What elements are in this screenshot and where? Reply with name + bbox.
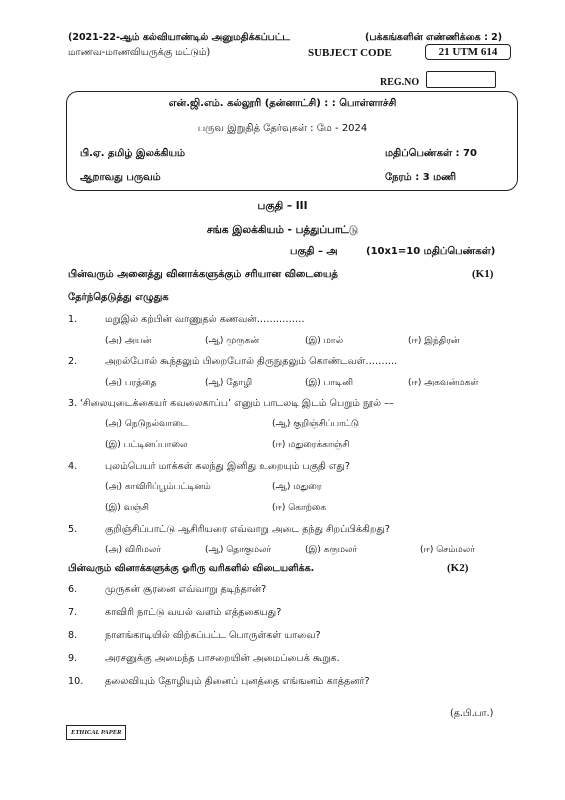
subject-code: 21 UTM 614 <box>425 44 511 60</box>
page-count: (பக்கங்களின் எண்ணிக்கை : 2) <box>365 32 503 43</box>
max-marks: மதிப்பெண்கள் : 70 <box>385 148 477 159</box>
section-b-level: (K2) <box>447 562 469 574</box>
exam-time: நேரம் : 3 மணி <box>385 172 457 183</box>
section-a-instruction: பின்வரும் அனைத்து வினாக்களுக்கும் சரியான விடையைத் <box>68 269 338 280</box>
reg-no-label: REG.NO <box>380 77 420 88</box>
part-heading: பகுதி – III <box>257 200 308 212</box>
question-text: தலைவியும் தோழியும் தினைப் புனத்தை எங்ஙனம் காத்தனர்? <box>105 676 370 687</box>
question-number: 10. <box>68 676 84 687</box>
option: (அ) காவிரிப்பூம்பட்டினம் <box>105 482 211 492</box>
question-number: 3. <box>68 398 78 409</box>
question-number: 6. <box>68 584 78 595</box>
option: (ஈ) அகவன்மகள் <box>408 378 479 388</box>
option: (அ) நெடுநல்வாடை <box>105 419 188 429</box>
section-a-marks: (10x1=10 மதிப்பெண்கள்) <box>366 246 496 257</box>
question-text: காவிரி நாட்டு வயல் வளம் எத்தகையது? <box>105 607 282 618</box>
question-text: புலம்பெயர் மாக்கள் கலந்து இனிது உறையும் பகுதி எது? <box>105 461 350 472</box>
option: (ஆ) குறிஞ்சிப்பாட்டு <box>272 419 359 429</box>
option: (ஆ) தோழி <box>205 378 253 388</box>
option: (இ) கருமலர் <box>305 545 358 555</box>
college-name: என்.ஜி.எம். கல்லூரி (தன்னாட்சி) : : பொள்ளாச்சி <box>168 98 397 109</box>
question-text: அரசனுக்கு அமைந்த பாசறையின் அமைப்பைக் கூறுக. <box>105 653 340 664</box>
option: (அ) பரத்தை <box>105 378 157 388</box>
exam-title: பருவ இறுதித் தேர்வுகள் : மே - 2024 <box>197 123 368 134</box>
option: (ஆ) தொகுமலர் <box>205 545 272 555</box>
section-a-level: (K1) <box>472 268 494 280</box>
students-line: மாணவ-மாணவியருக்கு மட்டும்) <box>68 47 211 58</box>
option: (இ) பட்டினப்பாலை <box>105 440 188 450</box>
question-number: 1. <box>68 314 78 325</box>
option: (அ) விரிமலர் <box>105 545 162 555</box>
section-b-instruction: பின்வரும் வினாக்களுக்கு ஓரிரு வரிகளில் விடையளிக்க. <box>68 563 315 574</box>
option: (ஈ) செம்மலர் <box>420 545 475 555</box>
section-a-instruction-2: தேர்ந்தெடுத்து எழுதுக <box>68 292 169 303</box>
option: (அ) அயன் <box>105 336 152 346</box>
semester: ஆறாவது பருவம் <box>80 172 161 183</box>
question-text: குறிஞ்சிப்பாட்டு ஆசிரியரை எவ்வாறு அடை தந்து சிறப்பிக்கிறது? <box>105 524 390 535</box>
question-text: ‘சிலையுடைக்கையர் கவலைகாப்ப’ எனும் பாடலடி இடம் பெறும் நூல் –– <box>80 398 394 409</box>
question-text: முருகன் சூரனை எவ்வாறு தடிந்தான்? <box>105 584 267 595</box>
course-name: பி.ஏ. தமிழ் இலக்கியம் <box>80 148 186 159</box>
option: (ஆ) முருகன் <box>205 336 260 346</box>
question-number: 2. <box>68 356 78 367</box>
option: (ஈ) இந்திரன் <box>408 336 460 346</box>
question-number: 5. <box>68 524 78 535</box>
year-line: (2021-22-ஆம் கல்வியாண்டில் அனுமதிக்கப்பட்ட <box>68 32 290 43</box>
option: (இ) மால் <box>305 336 344 346</box>
question-number: 9. <box>68 653 78 664</box>
question-text: அறல்போல் கூந்தலும் பிறைபோல் திருநுதலும் கொண்டவள்………. <box>105 356 398 367</box>
paper-title: சங்க இலக்கியம் - பத்துப்பாட்டு <box>206 224 359 236</box>
question-number: 8. <box>68 630 78 641</box>
question-number: 4. <box>68 461 78 472</box>
option: (இ) வஞ்சி <box>105 503 149 513</box>
section-a-title: பகுதி – அ <box>290 246 338 257</box>
option: (ஈ) கொற்கை <box>272 503 327 513</box>
question-number: 7. <box>68 607 78 618</box>
option: (ஈ) மதுரைக்காஞ்சி <box>272 440 350 450</box>
question-text: நாளங்காடியில் விற்கப்பட்ட பொருள்கள் யாவை? <box>105 630 321 641</box>
question-text: மறுஇல் கற்பின் வாணுதல் கணவன்…………… <box>105 314 305 325</box>
reg-no-box[interactable] <box>426 71 496 88</box>
subject-code-label: SUBJECT CODE <box>308 47 392 59</box>
ethical-paper-stamp: ETHICAL PAPER <box>66 725 126 740</box>
option: (ஆ) மதுரை <box>272 482 322 492</box>
pto-note: (த.பி.பா.) <box>450 708 494 719</box>
option: (இ) பாடினி <box>305 378 353 388</box>
